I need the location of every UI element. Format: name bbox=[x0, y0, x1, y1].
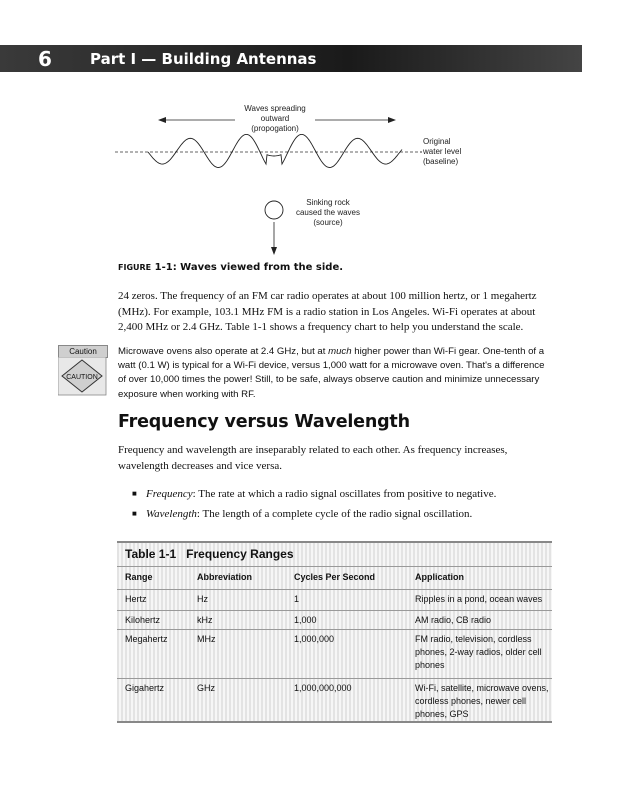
list-item-frequency: ■ Frequency: The rate at which a radio signal oscillates from positive to negative. bbox=[132, 484, 552, 504]
table-row: Gigahertz GHz 1,000,000,000 Wi-Fi, satellite, microwave ovens, cordless phones, newer cell phones, GPS bbox=[117, 678, 552, 723]
section-heading: Frequency versus Wavelength bbox=[118, 412, 410, 432]
figure-caption: FIGURE 1-1: Waves viewed from the side. bbox=[118, 262, 344, 273]
table-title: Table 1-1 Frequency Ranges bbox=[125, 547, 294, 561]
table-row: Megahertz MHz 1,000,000 FM radio, television, cordless phones, 2-way radios, older cell phones bbox=[117, 629, 552, 678]
wave-diagram bbox=[110, 95, 580, 260]
sinking-rock bbox=[265, 201, 283, 219]
label-rock: Sinking rock caused the waves (source) bbox=[295, 198, 361, 227]
caution-icon bbox=[58, 345, 108, 395]
label-water-level: Original water level (baseline) bbox=[423, 137, 462, 166]
definition-list bbox=[132, 484, 552, 524]
header-cell: Abbreviation bbox=[197, 572, 253, 582]
frequency-table bbox=[117, 541, 552, 723]
body-paragraph-1: 24 zeros. The frequency of an FM car radio operates at about 100 million hertz, or 1 megahertz (MHz). For example, 103.1 MHz FM is a radio station in Los Angeles. Wi-Fi operates at about 2,400 MHz or 2.4 GHz. Table 1-1 shows a frequency chart to help you understand the scale. bbox=[118, 290, 537, 333]
header-cell: Application bbox=[415, 572, 464, 582]
page-number: 6 bbox=[38, 47, 52, 71]
caution-label: Caution bbox=[58, 345, 108, 358]
table-row: Kilohertz kHz 1,000 AM radio, CB radio bbox=[117, 610, 552, 629]
header-cell: Cycles Per Second bbox=[294, 572, 376, 582]
label-waves: Waves spreading outward (propogation) bbox=[244, 104, 306, 133]
caution-note: Microwave ovens also operate at 2.4 GHz, but at much higher power than Wi-Fi gear. One-tenth of a watt (0.1 W) is typical for a Wi-Fi device, versus 1,000 watt for a microwave oven. That's a difference of over 10,000 times the power! Still, to be safe, always observe caution and minimize unnecessary exposure when working with RF. bbox=[118, 346, 545, 400]
table-row: Hertz Hz 1 Ripples in a pond, ocean waves bbox=[117, 589, 552, 610]
wave-curve bbox=[148, 134, 402, 167]
running-header bbox=[0, 45, 582, 72]
table-header-row bbox=[117, 566, 552, 589]
header-cell: Range bbox=[125, 572, 153, 582]
table-grid bbox=[117, 566, 552, 723]
caution-sign-icon bbox=[58, 357, 108, 397]
body-paragraph-2: Frequency and wavelength are inseparably related to each other. As frequency increases, wavelength decreases and vice versa. bbox=[118, 444, 508, 472]
part-title: Part I — Building Antennas bbox=[90, 50, 317, 68]
caution-icon-text: CAUTION bbox=[66, 374, 98, 381]
list-item-wavelength: ■ Wavelength: The length of a complete cycle of the radio signal oscillation. bbox=[132, 504, 552, 524]
wave-figure bbox=[110, 95, 580, 260]
